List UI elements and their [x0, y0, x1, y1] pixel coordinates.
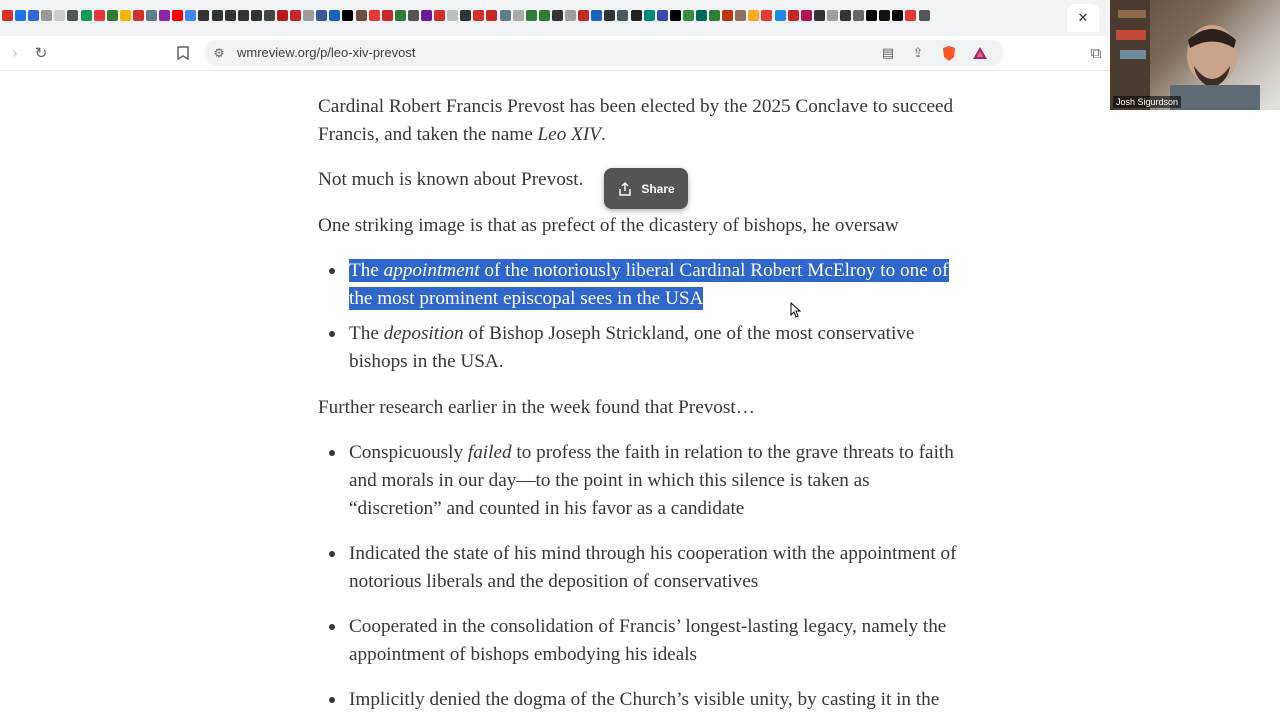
tab-favicon-icon[interactable] [866, 10, 877, 21]
pinned-tabs [2, 10, 932, 26]
tab-favicon-icon[interactable] [54, 10, 65, 21]
tab-favicon-icon[interactable] [486, 10, 497, 21]
list-item: The deposition of Bishop Joseph Strickland, one of the most conservative bishops in the USA. [318, 320, 958, 376]
share-selection-button[interactable] [604, 168, 688, 209]
tab-favicon-icon[interactable] [591, 10, 602, 21]
tab-favicon-icon[interactable] [500, 10, 511, 21]
close-tab-icon[interactable]: ✕ [1077, 10, 1089, 26]
active-tab[interactable] [1067, 4, 1099, 32]
tab-favicon-icon[interactable] [15, 10, 26, 21]
list-item: Implicitly denied the dogma of the Church’s visible unity, by casting it in the [318, 686, 958, 714]
tab-favicon-icon[interactable] [382, 10, 393, 21]
browser-toolbar [0, 36, 1110, 71]
tab-favicon-icon[interactable] [198, 10, 209, 21]
research-list [318, 439, 958, 714]
tab-favicon-icon[interactable] [761, 10, 772, 21]
tab-favicon-icon[interactable] [775, 10, 786, 21]
bullet-icon [329, 697, 335, 703]
tab-favicon-icon[interactable] [631, 10, 642, 21]
url-text[interactable]: wmreview.org/p/leo-xiv-prevost [237, 45, 416, 60]
tab-favicon-icon[interactable] [212, 10, 223, 21]
tab-favicon-icon[interactable] [617, 10, 628, 21]
tab-favicon-icon[interactable] [892, 10, 903, 21]
reload-icon[interactable]: ↻ [34, 44, 48, 62]
tab-favicon-icon[interactable] [421, 10, 432, 21]
tab-favicon-icon[interactable] [369, 10, 380, 21]
bullet-icon [329, 331, 335, 337]
extensions-icon[interactable]: ⧉ [1090, 44, 1102, 62]
tab-favicon-icon[interactable] [41, 10, 52, 21]
tab-favicon-icon[interactable] [801, 10, 812, 21]
tab-favicon-icon[interactable] [251, 10, 262, 21]
bullet-icon [329, 450, 335, 456]
tab-favicon-icon[interactable] [919, 10, 930, 21]
address-bar[interactable] [204, 40, 1004, 66]
tab-favicon-icon[interactable] [722, 10, 733, 21]
tab-favicon-icon[interactable] [735, 10, 746, 21]
tab-favicon-icon[interactable] [879, 10, 890, 21]
share-page-icon[interactable]: ⇪ [912, 45, 924, 61]
list-item: Cooperated in the consolidation of Francis’ longest-lasting legacy, namely the appointment of bishops embodying his ideals [318, 613, 958, 669]
article-paragraph: Not much is known about Prevost. [318, 169, 584, 190]
tab-favicon-icon[interactable] [356, 10, 367, 21]
article-paragraph: Cardinal Robert Francis Prevost has been elected by the 2025 Conclave to succeed Francis, and taken the name Leo XIV. [318, 96, 954, 145]
share-label: Share [641, 181, 675, 196]
tab-favicon-icon[interactable] [696, 10, 707, 21]
bullet-icon [329, 268, 335, 274]
tab-favicon-icon[interactable] [513, 10, 524, 21]
tab-favicon-icon[interactable] [159, 10, 170, 21]
tab-favicon-icon[interactable] [303, 10, 314, 21]
tab-favicon-icon[interactable] [578, 10, 589, 21]
tab-favicon-icon[interactable] [853, 10, 864, 21]
tab-favicon-icon[interactable] [670, 10, 681, 21]
tab-favicon-icon[interactable] [460, 10, 471, 21]
tab-favicon-icon[interactable] [81, 10, 92, 21]
tab-favicon-icon[interactable] [748, 10, 759, 21]
tab-favicon-icon[interactable] [905, 10, 916, 21]
tab-favicon-icon[interactable] [827, 10, 838, 21]
tab-favicon-icon[interactable] [133, 10, 144, 21]
tab-favicon-icon[interactable] [565, 10, 576, 21]
webcam-name-label: Josh Sigurdson [1113, 96, 1181, 108]
reader-mode-icon[interactable]: ▤ [881, 45, 895, 61]
tab-favicon-icon[interactable] [395, 10, 406, 21]
tab-favicon-icon[interactable] [408, 10, 419, 21]
tab-favicon-icon[interactable] [120, 10, 131, 21]
bullet-icon [329, 624, 335, 630]
tab-favicon-icon[interactable] [552, 10, 563, 21]
oversaw-list [318, 257, 958, 376]
tab-strip [0, 0, 1110, 37]
tab-favicon-icon[interactable] [329, 10, 340, 21]
tab-favicon-icon[interactable] [172, 10, 183, 21]
tab-favicon-icon[interactable] [539, 10, 550, 21]
tab-favicon-icon[interactable] [28, 10, 39, 21]
tab-favicon-icon[interactable] [316, 10, 327, 21]
mouse-cursor-icon [790, 302, 801, 318]
tab-favicon-icon[interactable] [840, 10, 851, 21]
tab-favicon-icon[interactable] [434, 10, 445, 21]
list-item [318, 257, 958, 313]
tab-favicon-icon[interactable] [107, 10, 118, 21]
article-paragraph: Further research earlier in the week found that Prevost… [318, 397, 755, 418]
tab-favicon-icon[interactable] [342, 10, 353, 21]
tab-favicon-icon[interactable] [788, 10, 799, 21]
selected-text[interactable]: The appointment of the notoriously liberal Cardinal Robert McElroy to one of the most prominent episcopal sees in the USA [349, 260, 949, 309]
forward-icon[interactable]: › [12, 44, 18, 62]
tab-favicon-icon[interactable] [94, 10, 105, 21]
tab-favicon-icon[interactable] [290, 10, 301, 21]
brave-rewards-icon[interactable] [969, 42, 991, 64]
tab-favicon-icon[interactable] [604, 10, 615, 21]
tab-favicon-icon[interactable] [67, 10, 78, 21]
tab-favicon-icon[interactable] [657, 10, 668, 21]
tab-favicon-icon[interactable] [225, 10, 236, 21]
tab-favicon-icon[interactable] [709, 10, 720, 21]
article-paragraph: One striking image is that as prefect of the dicastery of bishops, he oversaw [318, 215, 899, 236]
tab-favicon-icon[interactable] [146, 10, 157, 21]
tab-favicon-icon[interactable] [185, 10, 196, 21]
bullet-icon [329, 551, 335, 557]
share-icon [617, 181, 633, 197]
webcam-feed-image [1110, 0, 1280, 110]
tab-favicon-icon[interactable] [814, 10, 825, 21]
tab-favicon-icon[interactable] [238, 10, 249, 21]
bookmark-icon[interactable] [172, 42, 194, 64]
webcam-overlay [1110, 0, 1280, 110]
tab-favicon-icon[interactable] [277, 10, 288, 21]
tab-favicon-icon[interactable] [2, 10, 13, 21]
tab-favicon-icon[interactable] [264, 10, 275, 21]
site-settings-icon[interactable]: ⚙ [213, 46, 225, 60]
tab-favicon-icon[interactable] [473, 10, 484, 21]
tab-favicon-icon[interactable] [526, 10, 537, 21]
list-item: Indicated the state of his mind through his cooperation with the appointment of notorious liberals and the deposition of conservatives [318, 540, 958, 596]
tab-favicon-icon[interactable] [644, 10, 655, 21]
list-item: Conspicuously failed to profess the faith in relation to the grave threats to faith and morals in our day—to the point in which this silence is taken as “discretion” and counted in his favor as a candidate [318, 439, 958, 523]
tab-favicon-icon[interactable] [447, 10, 458, 21]
brave-shields-icon[interactable] [938, 42, 960, 64]
tab-favicon-icon[interactable] [683, 10, 694, 21]
